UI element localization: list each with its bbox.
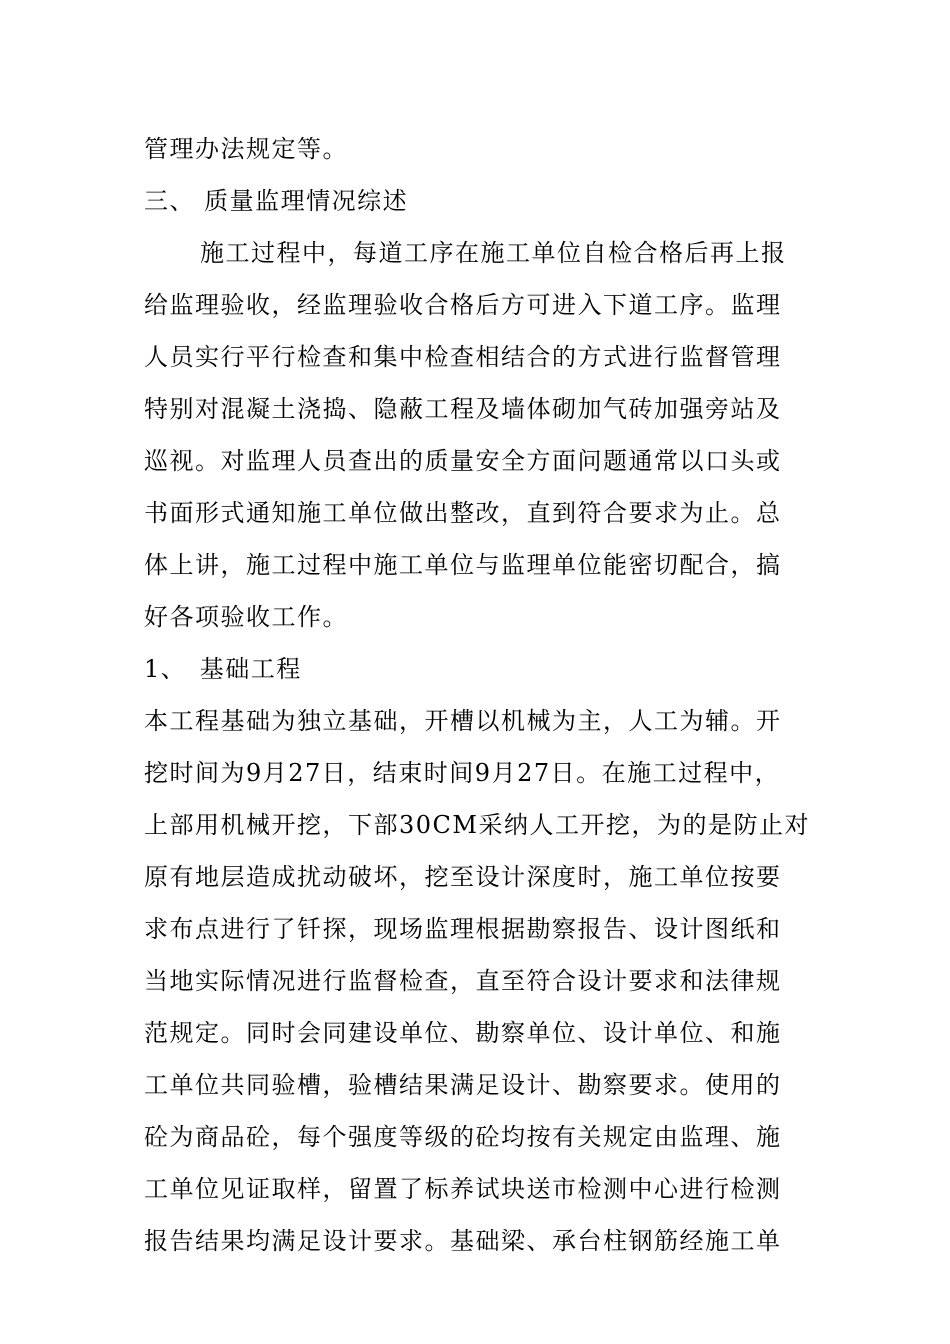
text-line-16: 求布点进行了钎探，现场监理根据勘察报告、设计图纸和 <box>144 915 782 943</box>
text-line-17: 当地实际情况进行监督检查，直至符合设计要求和法律规 <box>144 967 782 995</box>
text-line-10: 好各项验收工作。 <box>144 603 348 631</box>
text-line-5: 人员实行平行检查和集中检查相结合的方式进行监督管理 <box>144 343 782 371</box>
text-line-4: 给监理验收，经监理验收合格后方可进入下道工序。监理 <box>144 291 782 319</box>
text-line-8: 书面形式通知施工单位做出整改，直到符合要求为止。总 <box>144 499 782 527</box>
text-line-14: 上部用机械开挖，下部30CM采纳人工开挖，为的是防止对 <box>144 811 810 839</box>
text-line-9: 体上讲，施工过程中施工单位与监理单位能密切配合，搞 <box>144 551 782 579</box>
text-line-15: 原有地层造成扰动破坏，挖至设计深度时，施工单位按要 <box>144 863 782 891</box>
subsection-heading: 1、 基础工程 <box>144 655 302 683</box>
text-line-1: 管理办法规定等。 <box>144 135 348 163</box>
text-line-3: 施工过程中，每道工序在施工单位自检合格后再上报 <box>200 239 787 267</box>
text-line-21: 工单位见证取样，留置了标养试块送市检测中心进行检测 <box>144 1175 782 1203</box>
text-line-12: 本工程基础为独立基础，开槽以机械为主，人工为辅。开 <box>144 707 782 735</box>
text-line-6: 特别对混凝土浇捣、隐蔽工程及墙体砌加气砖加强旁站及 <box>144 395 782 423</box>
text-line-20: 砼为商品砼，每个强度等级的砼均按有关规定由监理、施 <box>144 1123 782 1151</box>
text-line-22: 报告结果均满足设计要求。基础梁、承台柱钢筋经施工单 <box>144 1227 782 1255</box>
text-line-7: 巡视。对监理人员查出的质量安全方面问题通常以口头或 <box>144 447 782 475</box>
text-line-18: 范规定。同时会同建设单位、勘察单位、设计单位、和施 <box>144 1019 782 1047</box>
text-line-19: 工单位共同验槽，验槽结果满足设计、勘察要求。使用的 <box>144 1071 782 1099</box>
section-heading: 三、 质量监理情况综述 <box>144 187 409 215</box>
text-line-13: 挖时间为9月27日，结束时间9月27日。在施工过程中， <box>144 759 781 787</box>
